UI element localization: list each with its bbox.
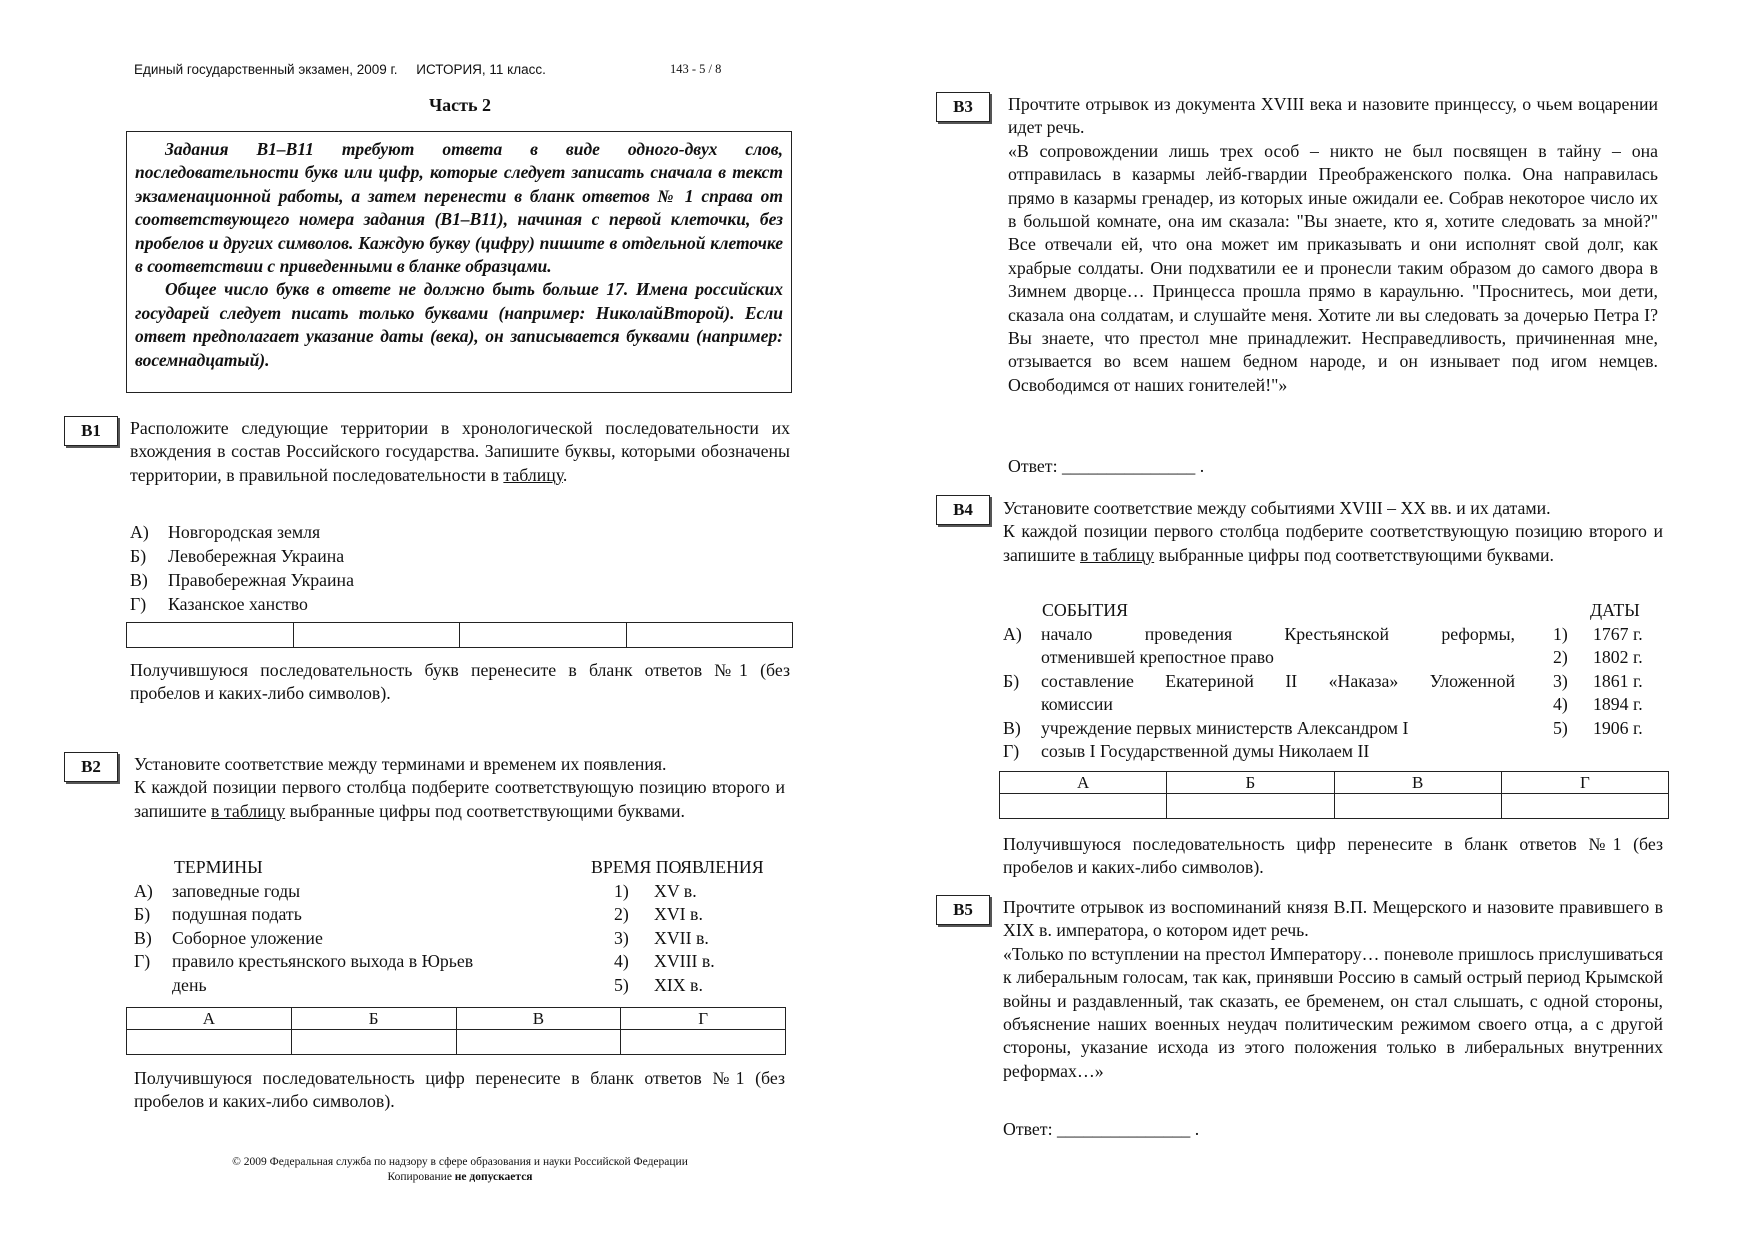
answer-cell[interactable]	[1501, 794, 1668, 819]
b1-intro-text: Расположите следующие территории в хронологической последовательности их вхождения в состав Российского государства. Запишите буквы, которыми обозначены территории, в правильной последовательности в	[130, 418, 790, 485]
list-item: А) заповедные годы 1) XV в.	[134, 881, 697, 901]
table-header-cell: Г	[621, 1008, 786, 1030]
table-header-cell: Б	[291, 1008, 456, 1030]
b3-intro: Прочтите отрывок из документа XVIII века и назовите принцессу, о чьем воцарении идет речь.	[1008, 94, 1658, 138]
b2-intro	[134, 753, 785, 823]
b2-terms-list	[134, 880, 794, 997]
footer-copy-notice: Копирование не допускается	[387, 1171, 533, 1183]
answer-cell[interactable]	[626, 623, 793, 648]
list-item: В) учреждение первых министерств Александром I 5) 1906 г.	[1003, 717, 1643, 738]
footer	[190, 1155, 730, 1185]
list-item: А) начало проведения Крестьянской реформы, 1) 1767 г.	[1003, 624, 1643, 644]
answer-cell[interactable]	[1334, 794, 1501, 819]
b3-answer-line[interactable]: Ответ: _______________ .	[1008, 456, 1205, 476]
task-label-b3: В3	[936, 92, 990, 122]
b4-intro-tail: выбранные цифры под соответствующими буквами.	[1158, 544, 1554, 565]
answer-cell[interactable]	[127, 623, 294, 648]
list-item: Б) подушная подать 2) XVI в.	[134, 904, 703, 925]
b2-transfer-note: Получившуюся последовательность цифр перенесите в бланк ответов №1 (без пробелов и каких-либо символов).	[134, 1068, 785, 1112]
b2-answer-table	[126, 1007, 786, 1055]
table-header-cell: А	[1000, 772, 1167, 794]
b5-answer-line[interactable]: Ответ: _______________ .	[1003, 1119, 1200, 1139]
b4-intro-line1: Установите соответствие между событиями XVIII – XX вв. и их датами.	[1003, 498, 1551, 518]
b4-transfer-note: Получившуюся последовательность цифр перенесите в бланк ответов №1 (без пробелов и каких-либо символов).	[1003, 834, 1663, 878]
b1-intro	[130, 417, 790, 487]
b1-intro-dot: .	[562, 464, 568, 485]
answer-cell[interactable]	[293, 623, 460, 648]
b2-intro-line1: Установите соответствие между терминами и временем их появления.	[134, 754, 667, 774]
list-item: А) Новгородская земля	[130, 522, 321, 542]
b1-table-link: таблицу	[503, 464, 563, 485]
page-header	[134, 62, 546, 77]
b2-col-time-header: ВРЕМЯ ПОЯВЛЕНИЯ	[591, 857, 764, 877]
answer-cell[interactable]	[1000, 794, 1167, 819]
subject-title: ИСТОРИЯ, 11 класс.	[416, 62, 546, 77]
answer-cell[interactable]	[127, 1030, 292, 1055]
list-item: В) Правобережная Украина	[130, 570, 354, 590]
list-item: Б) составление Екатериной II «Наказа» Уложенной 3) 1861 г.	[1003, 670, 1643, 691]
table-header-cell: В	[1334, 772, 1501, 794]
b4-col-dates-header: ДАТЫ	[1590, 600, 1640, 620]
answer-cell[interactable]	[456, 1030, 621, 1055]
list-item: В) Соборное уложение 3) XVII в.	[134, 927, 709, 948]
list-item: Г) Казанское ханство	[130, 594, 308, 614]
b4-intro-text: К каждой позиции первого столбца подберите соответствующую позицию второго и запишите	[1003, 521, 1663, 565]
task-label-b4: В4	[936, 495, 990, 525]
instructions-paragraph-1: Задания В1–В11 требуют ответа в виде одного-двух слов, последовательности букв или цифр, которые следует записать сначала в текст экзаменационной работы, а затем перенести в бланк ответов № 1 справа от соответствующего номера задания (В1–В11), начиная с первой клеточки, без пробелов и других символов. Каждую букву (цифру) пишите в отдельной клеточке в соответствии с приведенными в бланке образцами.	[135, 139, 783, 277]
list-item: Г) созыв I Государственной думы Николаем II	[1003, 741, 1370, 762]
b4-intro	[1003, 497, 1663, 567]
instructions-box	[126, 131, 792, 393]
b3-quote: «В сопровождении лишь трех особ – никто не был посвящен в тайну – она отправилась в казармы лейб-гвардии Преображенского полка. Она направилась прямо в казармы гренадер, из которых иные ожидали ее. Собрав некоторое число их в большой комнате, она им сказала: "Вы знаете, кто я, хотите следовать за мной?" Все отвечали ей, что она может им приказывать и они исполнят свой долг, как храбрые солдаты. Они подхватили ее и пронесли таким образом до самого двора в Зимнем дворце… Принцесса прошла прямо в караульню. "Проснитесь, мои дети, сказала она солдатам, и слушайте меня. Хотите ли вы следовать за дочерью Петра I? Вы знаете, что престол мне принадлежит. Несправедливость, причиненная мне, отзывается во всем нашем бедном народе, и он изнывает под игом немцев. Освободимся от наших гонителей!"»	[1008, 140, 1658, 395]
b4-events-list	[1003, 623, 1663, 763]
exam-title: Единый государственный экзамен, 2009 г.	[134, 62, 398, 77]
task-label-b1: В1	[64, 416, 118, 446]
table-header-cell: Б	[1167, 772, 1334, 794]
list-item: Б) Левобережная Украина	[130, 546, 345, 566]
page-number: 143 - 5 / 8	[670, 62, 722, 76]
task-label-b2: В2	[64, 752, 118, 782]
answer-cell[interactable]	[621, 1030, 786, 1055]
part-title: Часть 2	[428, 95, 492, 115]
answer-cell[interactable]	[291, 1030, 456, 1055]
table-header-cell: А	[127, 1008, 292, 1030]
footer-copyright: © 2009 Федеральная служба по надзору в сфере образования и науки Российской Федерации	[232, 1156, 688, 1168]
table-header-cell: В	[456, 1008, 621, 1030]
b1-transfer-note: Получившуюся последовательность букв перенесите в бланк ответов №1 (без пробелов и каких-либо символов).	[130, 660, 790, 704]
b5-intro: Прочтите отрывок из воспоминаний князя В.П. Мещерского и назовите правившего в XIX в. императора, о котором идет речь.	[1003, 897, 1663, 941]
b3-text	[1008, 93, 1658, 397]
b1-answer-table	[126, 622, 793, 648]
b5-text	[1003, 896, 1663, 1083]
b4-table-link: в таблицу	[1080, 544, 1155, 565]
b2-intro-tail: выбранные цифры под соответствующими буквами.	[289, 800, 685, 821]
b1-territory-list	[130, 520, 530, 616]
list-item: день 5) XIX в.	[172, 974, 703, 995]
b2-intro-text: К каждой позиции первого столбца подберите соответствующую позицию второго и запишите	[134, 777, 785, 821]
b2-col-terms-header: ТЕРМИНЫ	[174, 857, 263, 877]
answer-cell[interactable]	[460, 623, 627, 648]
list-item: Г) правило крестьянского выхода в Юрьев 4) XVIII в.	[134, 951, 715, 972]
table-header-cell: Г	[1501, 772, 1668, 794]
list-item: отменившей крепостное право 2) 1802 г.	[1041, 647, 1643, 668]
instructions-paragraph-2: Общее число букв в ответе не должно быть больше 17. Имена российских государей следует писать только буквами (например: НиколайВторой). Если ответ предполагает указание даты (века), он записывается буквами (например: восемнадцатый).	[135, 279, 783, 370]
b4-col-events-header: СОБЫТИЯ	[1042, 600, 1128, 620]
list-item: комиссии 4) 1894 г.	[1041, 694, 1643, 715]
b2-table-link: в таблицу	[211, 800, 286, 821]
task-label-b5: В5	[936, 895, 990, 925]
b4-answer-table	[999, 771, 1669, 819]
answer-cell[interactable]	[1167, 794, 1334, 819]
b5-quote: «Только по вступлении на престол Императору… поневоле пришлось прислушиваться к либеральным голосам, так как, принявши Россию в самый острый период Крымской войны и раздавленный, так сказать, ее бременем, он стал слышать, с одной стороны, объяснение наших военных неудач политическим режимом своего отца, а с другой стороны, указание исхода из этого положения только в либеральных внутренних реформах…»	[1003, 943, 1663, 1081]
